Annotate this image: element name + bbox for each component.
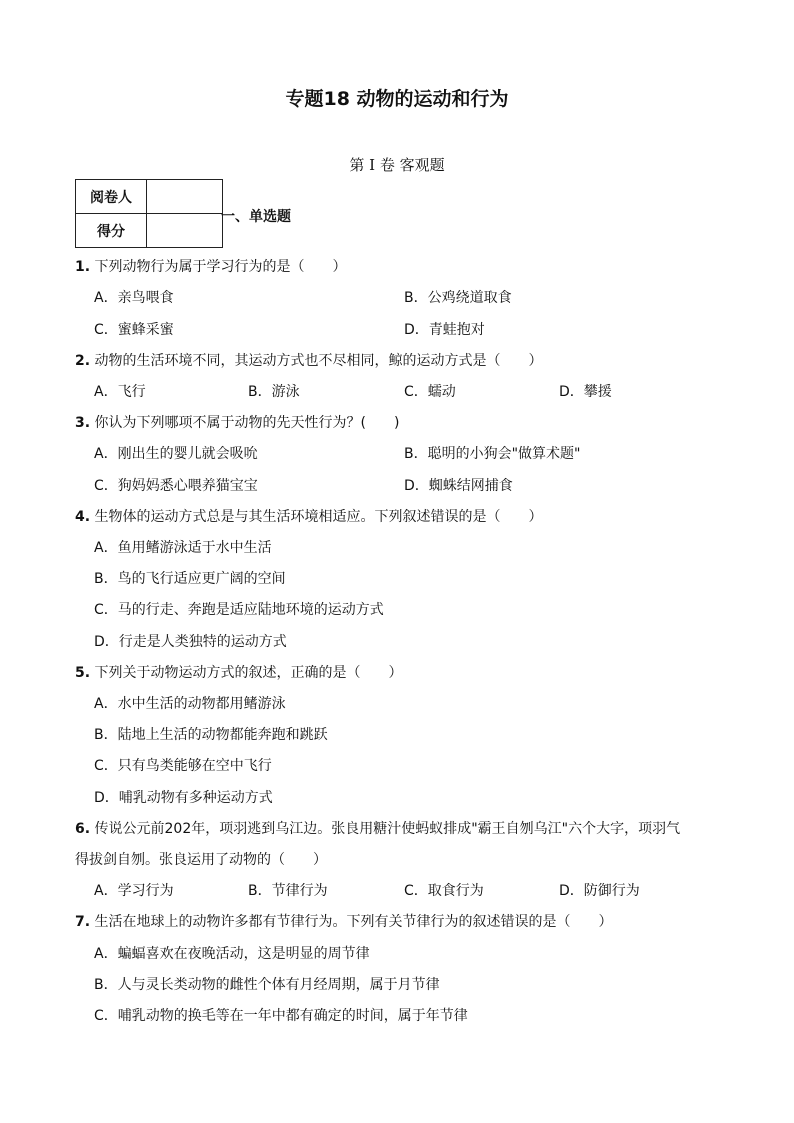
document-title: 专题18 动物的运动和行为	[285, 88, 509, 110]
question-number: 7.	[75, 914, 91, 930]
option-b: B．聪明的小狗会"做算术题"	[404, 446, 581, 462]
section-title: 第 I 卷 客观题	[349, 156, 445, 174]
option-d: D．攀援	[559, 384, 612, 400]
option-b: B．人与灵长类动物的雌性个体有月经周期，属于月节律	[94, 977, 440, 993]
question-6	[75, 819, 680, 839]
question-number: 3.	[75, 415, 91, 431]
question-text: 下列关于动物运动方式的叙述，正确的是（ ）	[94, 665, 403, 681]
option-b: B．公鸡绕道取食	[404, 290, 512, 306]
option-d: D．防御行为	[559, 883, 640, 899]
question-text: 下列动物行为属于学习行为的是（ ）	[94, 259, 347, 275]
question-number: 5.	[75, 665, 91, 681]
option-c: C．蠕动	[404, 384, 456, 400]
question-1	[75, 257, 347, 277]
option-d: D．哺乳动物有多种运动方式	[94, 790, 273, 806]
option-b: B．鸟的飞行适应更广阔的空间	[94, 571, 286, 587]
score-label: 得分	[76, 214, 147, 248]
option-d: D．蜘蛛结网捕食	[404, 478, 513, 494]
question-7	[75, 912, 613, 932]
score-table	[75, 179, 223, 248]
option-a: A．亲鸟喂食	[94, 290, 174, 306]
question-text: 你认为下列哪项不属于动物的先天性行为？( )	[94, 415, 400, 431]
option-a: A．鱼用鳍游泳适于水中生活	[94, 540, 272, 556]
option-b: B．节律行为	[248, 883, 328, 899]
option-b: B．陆地上生活的动物都能奔跑和跳跃	[94, 727, 328, 743]
option-d: D．行走是人类独特的运动方式	[94, 634, 287, 650]
option-d: D．青蛙抱对	[404, 322, 485, 338]
question-4	[75, 507, 543, 527]
option-c: C．哺乳动物的换毛等在一年中都有确定的时间，属于年节律	[94, 1008, 468, 1024]
question-2	[75, 351, 543, 371]
question-5	[75, 663, 403, 683]
reviewer-field	[147, 180, 223, 214]
score-field	[147, 214, 223, 248]
question-text: 传说公元前202年，项羽逃到乌江边。张良用糖汁使蚂蚁排成"霸王自刎乌江"六个大字，项羽气	[94, 821, 681, 837]
option-c: C．蜜蜂采蜜	[94, 322, 174, 338]
question-3	[75, 413, 399, 433]
option-a: A．飞行	[94, 384, 146, 400]
option-c: C．马的行走、奔跑是适应陆地环境的运动方式	[94, 602, 384, 618]
option-c: C．取食行为	[404, 883, 484, 899]
option-c: C．狗妈妈悉心喂养猫宝宝	[94, 478, 258, 494]
option-b: B．游泳	[248, 384, 300, 400]
question-number: 2.	[75, 353, 91, 369]
option-a: A．水中生活的动物都用鳍游泳	[94, 696, 286, 712]
option-c: C．只有鸟类能够在空中飞行	[94, 758, 272, 774]
part-heading: 一、单选题	[221, 209, 291, 225]
question-number: 4.	[75, 509, 91, 525]
question-text: 生物体的运动方式总是与其生活环境相适应。下列叙述错误的是（ ）	[94, 509, 543, 525]
question-6-continued: 得拔剑自刎。张良运用了动物的（ ）	[75, 852, 327, 868]
reviewer-label: 阅卷人	[76, 180, 147, 214]
option-a: A．蝙蝠喜欢在夜晚活动，这是明显的周节律	[94, 946, 370, 962]
question-number: 6.	[75, 821, 91, 837]
question-text: 生活在地球上的动物许多都有节律行为。下列有关节律行为的叙述错误的是（ ）	[94, 914, 613, 930]
question-number: 1.	[75, 259, 91, 275]
option-a: A．刚出生的婴儿就会吸吮	[94, 446, 258, 462]
option-a: A．学习行为	[94, 883, 174, 899]
question-text: 动物的生活环境不同，其运动方式也不尽相同，鲸的运动方式是（ ）	[94, 353, 543, 369]
